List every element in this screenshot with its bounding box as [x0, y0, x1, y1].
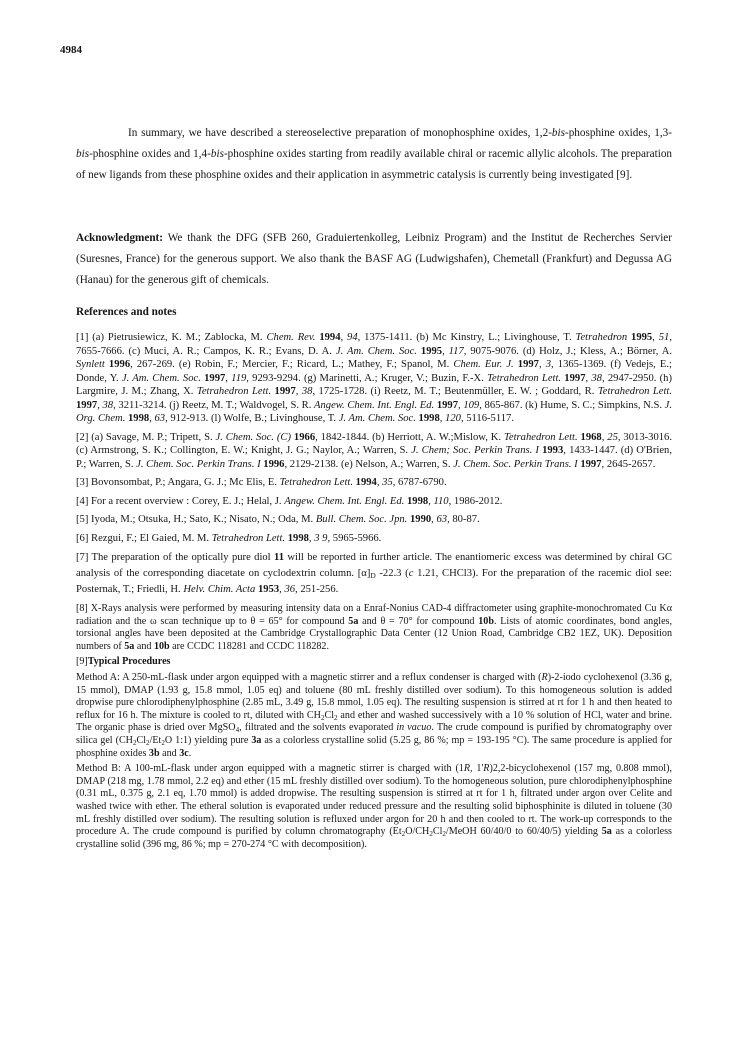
- reference-3: [3] Bovonsombat, P.; Angara, G. J.; Mc Elis, E. Tetrahedron Lett. 1994, 35, 6787-6790.: [76, 477, 447, 488]
- summary-text: -phosphine oxides, 1,3-: [564, 127, 672, 139]
- summary-italic: bis: [210, 148, 224, 160]
- acknowledgment-label: Acknowledgment:: [76, 232, 164, 244]
- page-number: 4984: [60, 44, 82, 56]
- references-list: [76, 331, 672, 854]
- reference-8: [8] X-Rays analysis were performed by measuring intensity data on a Enraf-Nonius CAD-4 diffractometer using graphite-monochromated Cu Kα radiation and the ω scan technique up to θ = 65° for compound 5a and θ = 70° for compound 10b. Lists of atomic coordinates, bond angles, torsional angles have been deposited at the Cambridge Crystallographic Data Center (12 Union Road, Cambridge CB2 1EZ, UK). Deposition numbers of 5a and 10b are CCDC 118281 and CCDC 118282.: [76, 603, 673, 652]
- reference-7: [7] The preparation of the optically pure diol 11 will be reported in further article. The enantiomeric excess was determined by chiral GC analysis of the corresponding diacetate on cyclodextrin column. $[\alpha]_D$ -22.3 (c 1.21, CHCl3). For the preparation of the racemic diol see: Posternak, T.; Friedli, H. Helv. Chim. Acta 1953, 36, 251-256.: [76, 552, 672, 595]
- summary-text: In summary, we have described a stereoselective preparation of monophosphine oxides, 1,2-: [128, 127, 552, 139]
- acknowledgment-paragraph: [76, 228, 672, 291]
- summary-italic: bis: [551, 127, 565, 139]
- references-heading: References and notes: [76, 306, 177, 318]
- reference-9-method-b: Method B: A 100-mL-flask under argon equipped with a magnetic stirrer is charged with (1R, 1'R)2,2-bicyclohexenol (157 mg, 0.808 mmol), DMAP (218 mg, 1.78 mmol, 2.2 eq) and ether (15 mL freshly distilled over sodium). To the homogeneous solution, pure chlorodiphenylphosphine (0.31 mL, 0.375 g, 2.1 eq, 1.70 mmol) is added dropwise. The resulting suspension is stirred at rt for 1 h, filtrated under argon over Celite and washed twice with ether. The etheral solution is evaporated under reduced pressure and the resulting solid biphosphinite is diluted in toluene (30 mL freshly distilled over sodium). The resulting solution is refluxed under argon for 20 h and then cooled to rt. The work-up corresponds to the procedure A. The crude compound is purified by column chromatography ($Et_2O/CH_2Cl_2$/MeOH 60/40/0 to 60/40/5) yielding 5a as a colorless crystalline solid (396 mg, 86 %; mp = 270-274 °C with decomposition).: [76, 763, 672, 850]
- reference-4: [4] For a recent overview : Corey, E. J.; Helal, J. Angew. Chem. Int. Engl. Ed. 1998, 110, 1986-2012.: [76, 495, 503, 507]
- summary-paragraph: [76, 123, 672, 186]
- reference-1: [1] (a) Pietrusiewicz, K. M.; Zablocka, M. Chem. Rev. 1994, 94, 1375-1411. (b) Mc Kinstry, L.; Livinghouse, T. Tetrahedron 1995, 51, 7655-7666. (c) Muci, A. R.; Campos, K. R.; Evans, D. A. J. Am. Chem. Soc. 1995, 117, 9075-9076. (d) Holz, J.; Kless, A.; Börner, A. Synlett 1996, 267-269. (e) Robin, F.; Mercier, F.; Ricard, L.; Mathey, F.; Spanol, M. Chem. Eur. J. 1997, 3, 1365-1369. (f) Vedejs, E.; Donde, Y. J. Am. Chem. Soc. 1997, 119, 9293-9294. (g) Marinetti, A.; Kruger, V.; Buzin, F.-X. Tetrahedron Lett. 1997, 38, 2947-2950. (h) Largmire, J. M.; Zhang, X. Tetrahedron Lett. 1997, 38, 1725-1728. (i) Reetz, M. T.; Beutenmüller, E. W. ; Goddard, R. Tetrahedron Lett. 1997, 38, 3211-3214. (j) Reetz, M. T.; Waldvogel, S. R. Angew. Chem. Int. Engl. Ed. 1997, 109, 865-867. (k) Hume, S. C.; Simpkins, N.S. J. Org. Chem. 1998, 63, 912-913. (l) Wolfe, B.; Livinghouse, T. J. Am. Chem. Soc. 1998, 120, 5116-5117.: [76, 332, 673, 424]
- summary-text: -phosphine oxides starting from readily available chiral or racemic allylic alcohols. The preparation of new ligands from these phosphine oxides and their application in asymmetric catalysis is currently being investigated [9].: [76, 148, 673, 181]
- reference-9-heading: [9]Typical Procedures: [76, 656, 171, 668]
- summary-italic: bis: [76, 148, 90, 160]
- reference-2: [2] (a) Savage, M. P.; Tripett, S. J. Chem. Soc. (C) 1966, 1842-1844. (b) Herriott, A. W.;Mislow, K. Tetrahedron Lett. 1968, 25, 3013-3016. (c) Armstrong, S. K.; Collington, E. W.; Knight, J. G.; Naylor, A.; Warren, S. J. Chem; Soc. Perkin Trans. I 1993, 1433-1447. (d) O'Brien, P.; Warren, S. J. Chem. Soc. Perkin Trans. I 1996, 2129-2138. (e) Nelson, A.; Warren, S. J. Chem. Soc. Perkin Trans. I 1997, 2645-2657.: [76, 431, 672, 470]
- reference-6: [6] Rezgui, F.; El Gaied, M. M. Tetrahedron Lett. 1998, 3 9, 5965-5966.: [76, 532, 382, 544]
- summary-text: -phosphine oxides and 1,4-: [89, 148, 211, 160]
- acknowledgment-text: We thank the DFG (SFB 260, Graduiertenkolleg, Leibniz Program) and the Institut de Recherches Servier (Suresnes, France) for the generous support. We also thank the BASF AG (Ludwigshafen), Chemetall (Frankfurt) and Degussa AG (Hanau) for the generous gift of chemicals.: [76, 232, 672, 286]
- reference-9-method-a: Method A: A 250-mL-flask under argon equipped with a magnetic stirrer and a reflux condenser is charged with (R)-2-iodo cyclohexenol (3.36 g, 15 mmol), DMAP (1.93 g, 15.8 mmol, 1.05 eq) and toluene (80 mL freshly distilled over sodium). To this homogeneous solution is added dropwise pure chlorodiphenylphosphine (2.85 mL, 3.49 g, 15.8 mmol, 1.05 eq). The resulting suspension is stirred at rt for 1 h and then heated to reflux for 16 h. The mixture is cooled to rt, diluted with $CH_2Cl_2$ and ether and washed successively with a 10 % solution of HCl, water and brine. The organic phase is dried over MgSO$_4$, filtrated and the solvents evaporated in vacuo. The crude compound is purified by chromatography over silica gel ($CH_2Cl_2/Et_2O$ 1:1) yielding pure 3a as a colorless crystalline solid (5.25 g, 86 %; mp = 193-195 °C). The same procedure is applied for phosphine oxides 3b and 3c.: [76, 671, 672, 759]
- reference-5: [5] Iyoda, M.; Otsuka, H.; Sato, K.; Nisato, N.; Oda, M. Bull. Chem. Soc. Jpn. 1990, 63, 80-87.: [76, 514, 480, 525]
